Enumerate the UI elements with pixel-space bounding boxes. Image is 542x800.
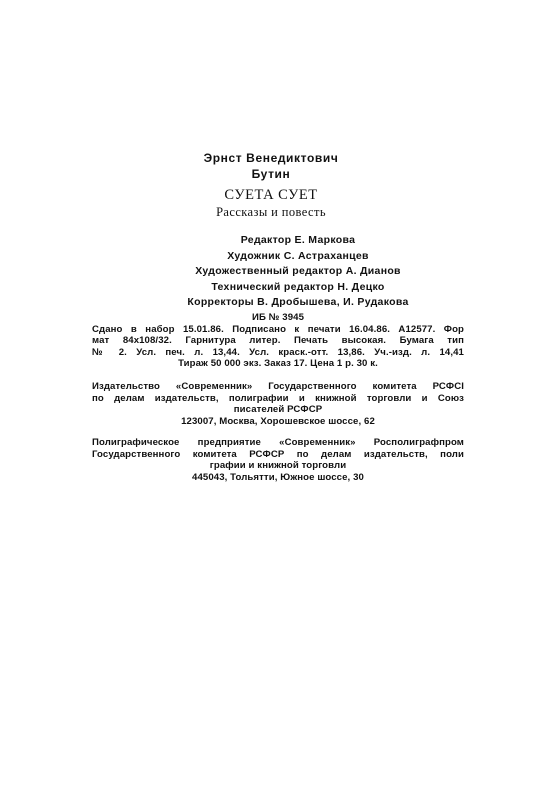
book-subtitle: Рассказы и повесть: [216, 205, 326, 219]
publisher-line: Издательство «Современник» Государственного комитета РСФСІ: [92, 381, 464, 392]
author-first-names: Эрнст Венедиктович: [203, 151, 339, 165]
printer-line: Государственного комитета РСФСР по делам издательств, поли: [92, 448, 464, 460]
book-title: СУЕТА СУЕТ: [224, 187, 318, 203]
publisher-address: 123007, Москва, Хорошевское шоссе, 62: [181, 415, 375, 427]
printer-line: графии и книжной торговли: [209, 460, 347, 471]
author-last-name: Бутин: [251, 167, 291, 181]
printer-line: Полиграфическое предприятие «Современник» Росполиграфпром: [92, 437, 464, 448]
editorial-staff: [178, 233, 418, 311]
publisher-line: писателей РСФСР: [233, 404, 323, 415]
staff-technical-editor: Технический редактор Н. Децко: [211, 280, 385, 293]
imprint-line: Сдано в набор 15.01.86. Подписано к печати 16.04.86. А12577. Фор: [92, 323, 464, 335]
imprint-line: № 2. Усл. печ. л. 13,44. Усл. краск.-отт. 13,86. Уч.-изд. л. 14,41: [92, 346, 464, 358]
printer-block: [92, 437, 464, 483]
imprint-line: Тираж 50 000 экз. Заказ 17. Цена 1 р. 30 к.: [178, 358, 378, 369]
staff-art-editor: Художественный редактор А. Дианов: [195, 265, 401, 277]
author-name: [0, 150, 542, 182]
staff-editor: Редактор Е. Маркова: [240, 234, 356, 246]
printer-address: 445043, Тольятти, Южное шоссе, 30: [192, 471, 364, 483]
staff-artist: Художник С. Астраханцев: [227, 249, 369, 262]
imprint-block: [92, 312, 464, 370]
publisher-block: [92, 381, 464, 427]
ib-number: ИБ № 3945: [251, 312, 305, 323]
staff-proofreaders: Корректоры В. Дробышева, И. Рудакова: [187, 296, 409, 308]
imprint-line: мат 84х108/32. Гарнитура литер. Печать высокая. Бумага тип: [92, 335, 464, 346]
publisher-line: по делам издательств, полиграфии и книжной торговли и Союз: [92, 392, 464, 404]
